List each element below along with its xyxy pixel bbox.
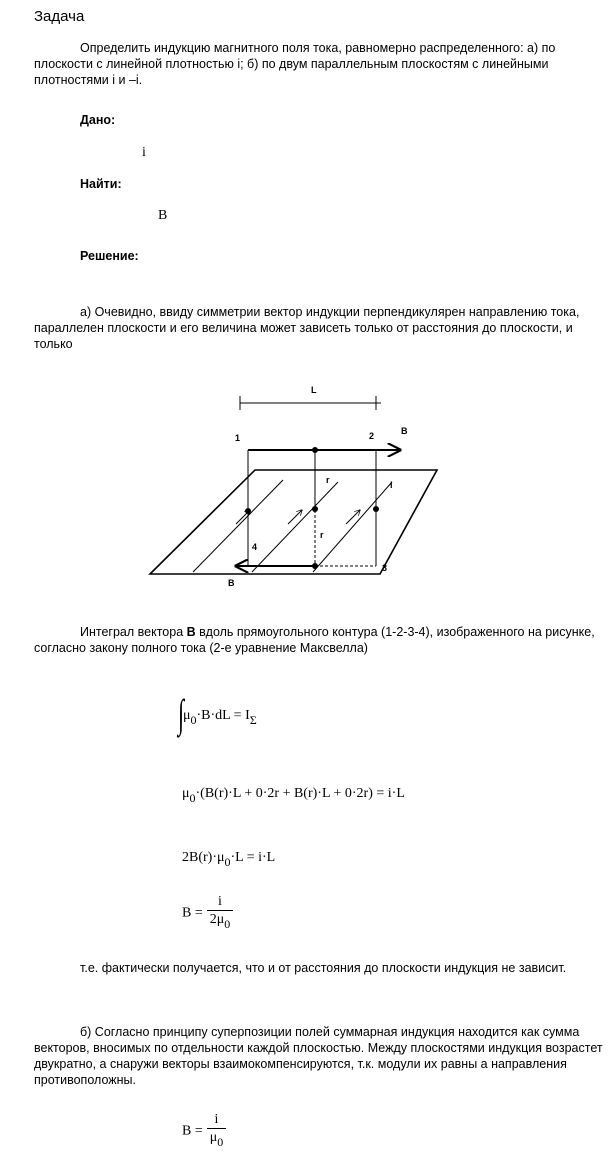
field-top-label: B: [401, 426, 408, 436]
current-label: i: [390, 480, 393, 490]
current-arrow-3: [346, 510, 360, 524]
given-label: Дано:: [80, 113, 116, 127]
point-on-plane-mid: [312, 506, 318, 512]
find-value: B: [158, 208, 168, 223]
solution-label: Решение:: [80, 249, 139, 263]
integral-text: Интеграл вектора B вдоль прямоугольного контура (1-2-3-4), изображенного на рисунке, согласно закону полного тока (2-е уравнение Максвелла): [34, 625, 595, 655]
field-bottom-label: B: [228, 578, 235, 588]
integral-symbol: ∫: [178, 691, 185, 736]
current-line-1: [193, 480, 283, 572]
conclusion-a: т.е. фактически получается, что и от расстояния до плоскости индукция не зависит.: [80, 961, 567, 975]
page-title: Задача: [34, 8, 85, 25]
formula-ampere-law: ∫μ0·B·dL = IΣ: [178, 691, 257, 736]
point-on-plane-left: [245, 508, 251, 514]
formula-simplified: 2B(r)·μ0·L = i·L: [182, 850, 276, 869]
part-a-text: а) Очевидно, ввиду симметрии вектор индукции перпендикулярен направлению тока, параллелен плоскости и его величина может зависеть только от расстояния до плоскости, и только: [34, 305, 580, 351]
point-bottom-mid: [312, 563, 318, 569]
given-value: i: [142, 145, 146, 160]
problem-statement: Определить индукцию магнитного поля тока, равномерно распределенного: а) по плоскости с линейной плотностью i; б) по двум параллельным плоскостям с линейными плотностями i и –i.: [34, 41, 556, 87]
part-b-text: б) Согласно принципу суперпозиции полей суммарная индукция находится как сумма векторов, вносимых по отдельности каждой плоскостью. Между плоскостями индукция возрастет двукратно, а снаружи векторы взаимокомпенсируются, т.к. модули их равны а направления противоположны.: [34, 1025, 603, 1087]
point-2-label: 2: [369, 431, 375, 441]
point-top-mid: [312, 447, 318, 453]
formula-contour-sum: μ0·(B(r)·L + 0·2r + B(r)·L + 0·2r) = i·L: [182, 786, 405, 805]
find-label: Найти:: [80, 177, 122, 191]
length-label: L: [311, 385, 317, 395]
current-plane: [150, 470, 437, 574]
formula-result-a: B = $\frac{i}{2\mu 0}$: [182, 894, 233, 933]
point-4-label: 4: [252, 542, 258, 552]
point-on-plane-right: [373, 506, 379, 512]
distance-lower-label: r: [320, 530, 324, 540]
point-3-label: 3: [382, 563, 388, 573]
current-plane-diagram: [0, 370, 614, 600]
distance-upper-label: r: [326, 475, 330, 485]
point-1-label: 1: [235, 433, 241, 443]
formula-result-b: B = $\frac{i}{\mu 0}$: [182, 1112, 226, 1151]
